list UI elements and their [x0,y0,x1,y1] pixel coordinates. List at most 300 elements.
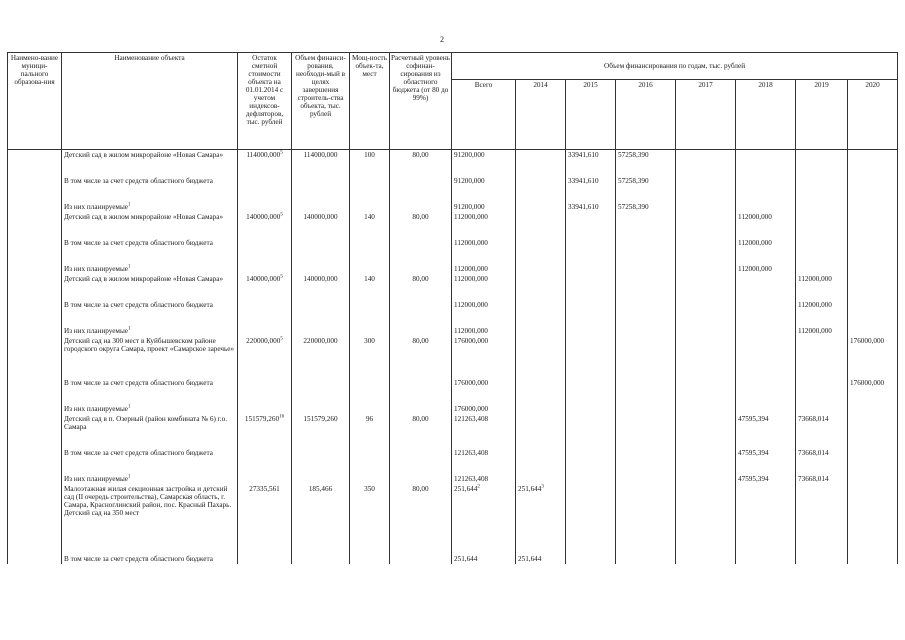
spacer-cell [62,518,238,554]
volume-cell [292,404,350,414]
spacer-cell [350,432,390,448]
spacer-cell [796,284,848,300]
spacer-cell [62,284,238,300]
amount-cell-y2018 [736,202,796,212]
amount-cell-y2019 [796,448,848,458]
spacer-cell [238,310,292,326]
row-spacer [8,248,898,264]
amount-cell-y2016 [616,326,676,336]
amount-cell-y2016 [616,300,676,310]
spacer-cell [516,186,566,202]
municipality-cell [8,414,62,432]
spacer-cell [566,186,616,202]
volume-cell-text: 114000,000 [303,151,338,159]
amount-cell-total-text: 112000,000 [454,301,488,309]
amount-cell-y2017 [676,484,736,518]
capacity-cell [350,150,390,161]
spacer-cell [390,310,452,326]
amount-cell-y2014-text: 251,644 [518,485,542,493]
amount-cell-y2017 [676,414,736,432]
spacer-cell [736,458,796,474]
amount-cell-total [452,414,516,432]
spacer-cell [676,160,736,176]
capacity-cell-text: 350 [364,485,375,493]
capacity-cell [350,212,390,222]
amount-cell-y2015 [566,326,616,336]
amount-cell-y2018-text: 47595,394 [738,449,769,457]
spacer-cell [292,310,350,326]
amount-cell-y2015 [566,300,616,310]
amount-cell-y2020 [848,274,898,284]
amount-cell-y2015 [566,202,616,212]
spacer-cell [736,518,796,554]
spacer-cell [848,518,898,554]
amount-cell-total-text: 121263,408 [454,475,489,483]
amount-cell-y2019 [796,212,848,222]
object-cell-text: В том числе за счет средств областного бюджета [64,555,213,563]
footnote-mark: 16 [279,414,285,420]
amount-cell-y2020 [848,212,898,222]
amount-cell-total [452,202,516,212]
capacity-cell-text: 140 [364,213,375,221]
remaining-cell [238,202,292,212]
row-spacer [8,160,898,176]
amount-cell-y2015 [566,336,616,354]
amount-cell-total [452,474,516,484]
amount-cell-y2018-text: 112000,000 [738,265,772,273]
amount-cell-y2018 [736,448,796,458]
spacer-cell [62,310,238,326]
spacer-cell [848,310,898,326]
amount-cell-total-text: 112000,000 [454,213,488,221]
spacer-cell [736,222,796,238]
capacity-cell-text: 100 [364,151,375,159]
amount-cell-total-text: 121263,408 [454,415,489,423]
spacer-cell [796,222,848,238]
remaining-cell [238,484,292,518]
amount-cell-total [452,554,516,564]
spacer-cell [292,248,350,264]
remaining-cell-text: 27335,561 [249,485,280,493]
remaining-cell [238,414,292,432]
spacer-cell [292,388,350,404]
footnote-mark: 5 [280,336,283,342]
amount-cell-y2019 [796,300,848,310]
spacer-cell [848,186,898,202]
spacer-cell [796,354,848,378]
table-row [8,336,898,354]
amount-cell-total [452,404,516,414]
spacer-cell [676,432,736,448]
amount-cell-y2016 [616,212,676,222]
spacer-cell [736,432,796,448]
footnote-mark: 5 [280,274,283,280]
amount-cell-y2015 [566,404,616,414]
spacer-cell [238,222,292,238]
object-cell-text: Из них планируемые [64,265,128,273]
spacer-cell [350,284,390,300]
spacer-cell [62,186,238,202]
spacer-cell [238,354,292,378]
amount-cell-y2014 [516,336,566,354]
amount-cell-y2014 [516,448,566,458]
spacer-cell [390,186,452,202]
spacer-cell [566,248,616,264]
spacer-cell [452,388,516,404]
table-row [8,448,898,458]
spacer-cell [566,284,616,300]
rate-cell [390,336,452,354]
capacity-cell [350,378,390,388]
volume-cell [292,238,350,248]
spacer-cell [516,284,566,300]
volume-cell [292,414,350,432]
rate-cell [390,150,452,161]
amount-cell-y2019-text: 73668,014 [798,415,829,423]
amount-cell-y2019 [796,176,848,186]
spacer-cell [350,186,390,202]
rate-cell [390,238,452,248]
spacer-cell [796,458,848,474]
remaining-cell [238,326,292,336]
volume-cell [292,274,350,284]
spacer-cell [390,388,452,404]
amount-cell-total [452,448,516,458]
spacer-cell [566,458,616,474]
spacer-cell [62,388,238,404]
amount-cell-y2014 [516,274,566,284]
amount-cell-y2016 [616,404,676,414]
amount-cell-y2016 [616,554,676,564]
amount-cell-y2014 [516,484,566,518]
spacer-cell [616,222,676,238]
amount-cell-y2020 [848,264,898,274]
amount-cell-y2020 [848,300,898,310]
capacity-cell [350,414,390,432]
volume-cell [292,150,350,161]
municipality-cell [8,336,62,354]
spacer-cell [390,160,452,176]
header-object: Наименование объекта [62,53,238,150]
amount-cell-y2014 [516,264,566,274]
object-cell-text: Из них планируемые [64,475,128,483]
spacer-cell [616,354,676,378]
spacer-cell [8,458,62,474]
amount-cell-y2017 [676,378,736,388]
amount-cell-y2017 [676,326,736,336]
rate-cell [390,176,452,186]
amount-cell-y2017 [676,264,736,274]
spacer-cell [616,388,676,404]
capacity-cell-text: 140 [364,275,375,283]
amount-cell-total [452,264,516,274]
spacer-cell [8,518,62,554]
amount-cell-y2015 [566,484,616,518]
amount-cell-total-text: 121263,408 [454,449,489,457]
spacer-cell [848,284,898,300]
amount-cell-y2020 [848,404,898,414]
amount-cell-y2019 [796,404,848,414]
object-cell [62,414,238,432]
amount-cell-y2018 [736,264,796,274]
spacer-cell [292,160,350,176]
row-spacer [8,186,898,202]
spacer-cell [616,160,676,176]
amount-cell-y2017 [676,212,736,222]
remaining-cell [238,448,292,458]
spacer-cell [796,518,848,554]
amount-cell-y2017 [676,300,736,310]
spacer-cell [736,310,796,326]
spacer-cell [676,284,736,300]
rate-cell-text: 80,00 [412,337,429,345]
table-body [8,150,898,565]
amount-cell-y2019-text: 112000,000 [798,327,832,335]
amount-cell-total-text: 112000,000 [454,239,488,247]
remaining-cell [238,274,292,284]
spacer-cell [736,186,796,202]
header-by-years: Объем финансирования по годам, тыс. рублей [452,53,898,80]
footnote-mark: 1 [127,202,131,208]
amount-cell-y2020 [848,378,898,388]
row-spacer [8,284,898,300]
object-cell [62,336,238,354]
amount-cell-y2015 [566,212,616,222]
volume-cell [292,202,350,212]
spacer-cell [736,284,796,300]
amount-cell-y2017 [676,554,736,564]
amount-cell-y2018 [736,404,796,414]
municipality-cell [8,202,62,212]
volume-cell-text: 140000,000 [303,275,338,283]
amount-cell-y2017 [676,176,736,186]
header-total: Всего [452,80,516,150]
table-row [8,212,898,222]
spacer-cell [516,518,566,554]
table-row [8,202,898,212]
municipality-cell [8,212,62,222]
spacer-cell [616,310,676,326]
amount-cell-y2019 [796,336,848,354]
spacer-cell [848,458,898,474]
spacer-cell [736,388,796,404]
volume-cell [292,378,350,388]
amount-cell-y2019 [796,484,848,518]
spacer-cell [566,160,616,176]
amount-cell-total [452,300,516,310]
amount-cell-total [452,336,516,354]
table-row [8,326,898,336]
amount-cell-y2018 [736,274,796,284]
amount-cell-y2020 [848,176,898,186]
amount-cell-y2016 [616,484,676,518]
table-row [8,150,898,161]
spacer-cell [62,248,238,264]
volume-cell [292,176,350,186]
object-cell [62,238,238,248]
object-cell-text: Детский сад в жилом микрорайоне «Новая Самара» [64,213,224,221]
volume-cell [292,336,350,354]
remaining-cell [238,176,292,186]
spacer-cell [8,222,62,238]
header-year: 2019 [796,80,848,150]
municipality-cell [8,238,62,248]
amount-cell-y2016 [616,378,676,388]
amount-cell-y2019 [796,326,848,336]
amount-cell-y2015 [566,378,616,388]
spacer-cell [238,186,292,202]
volume-cell [292,326,350,336]
rate-cell [390,404,452,414]
remaining-cell [238,554,292,564]
amount-cell-y2018-text: 112000,000 [738,213,772,221]
table-row [8,300,898,310]
amount-cell-y2019 [796,554,848,564]
amount-cell-y2018 [736,212,796,222]
volume-cell [292,474,350,484]
object-cell [62,300,238,310]
municipality-cell [8,484,62,518]
spacer-cell [8,354,62,378]
amount-cell-total [452,212,516,222]
amount-cell-y2018 [736,378,796,388]
amount-cell-y2019-text: 73668,014 [798,475,829,483]
amount-cell-y2018 [736,474,796,484]
rate-cell [390,554,452,564]
capacity-cell-text: 96 [365,415,374,423]
table-row [8,378,898,388]
volume-cell-text: 140000,000 [303,213,338,221]
spacer-cell [8,310,62,326]
remaining-cell [238,474,292,484]
spacer-cell [350,222,390,238]
spacer-cell [238,518,292,554]
remaining-cell [238,378,292,388]
amount-cell-y2014 [516,404,566,414]
spacer-cell [62,354,238,378]
spacer-cell [292,432,350,448]
municipality-cell [8,448,62,458]
header-year: 2015 [566,80,616,150]
amount-cell-y2020 [848,326,898,336]
municipality-cell [8,378,62,388]
table-row [8,264,898,274]
object-cell [62,202,238,212]
amount-cell-y2016-text: 57258,390 [618,203,649,211]
capacity-cell [350,554,390,564]
spacer-cell [452,284,516,300]
spacer-cell [566,518,616,554]
amount-cell-y2016 [616,176,676,186]
municipality-cell [8,300,62,310]
amount-cell-y2020 [848,554,898,564]
amount-cell-y2014 [516,176,566,186]
footnote-mark: 1 [127,264,131,270]
spacer-cell [796,388,848,404]
rate-cell [390,264,452,274]
amount-cell-y2020-text: 176000,000 [850,337,885,345]
object-cell-text: Из них планируемые [64,203,128,211]
amount-cell-total-text: 251,644 [454,555,478,563]
volume-cell [292,554,350,564]
amount-cell-y2019 [796,378,848,388]
spacer-cell [676,518,736,554]
amount-cell-total-text: 91200,000 [454,203,485,211]
object-cell-text: В том числе за счет средств областного бюджета [64,301,213,309]
spacer-cell [616,432,676,448]
table-row [8,274,898,284]
table-row [8,484,898,518]
amount-cell-y2014 [516,150,566,161]
spacer-cell [848,222,898,238]
remaining-cell-text: 114000,000 [246,151,281,159]
municipality-cell [8,404,62,414]
capacity-cell [350,238,390,248]
row-spacer [8,310,898,326]
remaining-cell-text: 151579,260 [244,415,280,423]
object-cell-text: Из них планируемые [64,327,128,335]
amount-cell-y2014 [516,202,566,212]
header-year: 2016 [616,80,676,150]
spacer-cell [452,432,516,448]
object-cell [62,212,238,222]
amount-cell-y2014 [516,300,566,310]
rate-cell [390,300,452,310]
amount-cell-y2018 [736,300,796,310]
spacer-cell [452,518,516,554]
spacer-cell [292,354,350,378]
rate-cell [390,274,452,284]
capacity-cell [350,202,390,212]
footnote-mark: 1 [127,404,131,410]
amount-cell-total-text: 176000,000 [454,379,489,387]
amount-cell-y2015-text: 33941,610 [568,151,599,159]
spacer-cell [350,248,390,264]
spacer-cell [350,458,390,474]
amount-cell-y2019-text: 112000,000 [798,301,832,309]
spacer-cell [848,432,898,448]
object-cell [62,176,238,186]
rate-cell [390,474,452,484]
header-cofinancing: Расчетный уровень софинан-сирования из областного бюджета (от 80 до 99%) [390,53,452,150]
remaining-cell-text: 140000,000 [246,275,281,283]
spacer-cell [566,310,616,326]
amount-cell-y2014 [516,414,566,432]
municipality-cell [8,264,62,274]
spacer-cell [238,248,292,264]
object-cell [62,484,238,518]
amount-cell-y2016 [616,150,676,161]
spacer-cell [848,354,898,378]
footnote-mark: 1 [127,474,131,480]
amount-cell-total-text: 91200,000 [454,177,485,185]
header-year: 2014 [516,80,566,150]
amount-cell-y2019 [796,414,848,432]
spacer-cell [238,388,292,404]
spacer-cell [676,458,736,474]
spacer-cell [350,310,390,326]
municipality-cell [8,554,62,564]
object-cell-text: Детский сад в жилом микрорайоне «Новая Самара» [64,151,224,159]
spacer-cell [350,354,390,378]
object-cell [62,554,238,564]
table-row [8,176,898,186]
rate-cell-text: 80,00 [412,275,429,283]
capacity-cell [350,484,390,518]
spacer-cell [452,186,516,202]
object-cell [62,274,238,284]
spacer-cell [616,248,676,264]
